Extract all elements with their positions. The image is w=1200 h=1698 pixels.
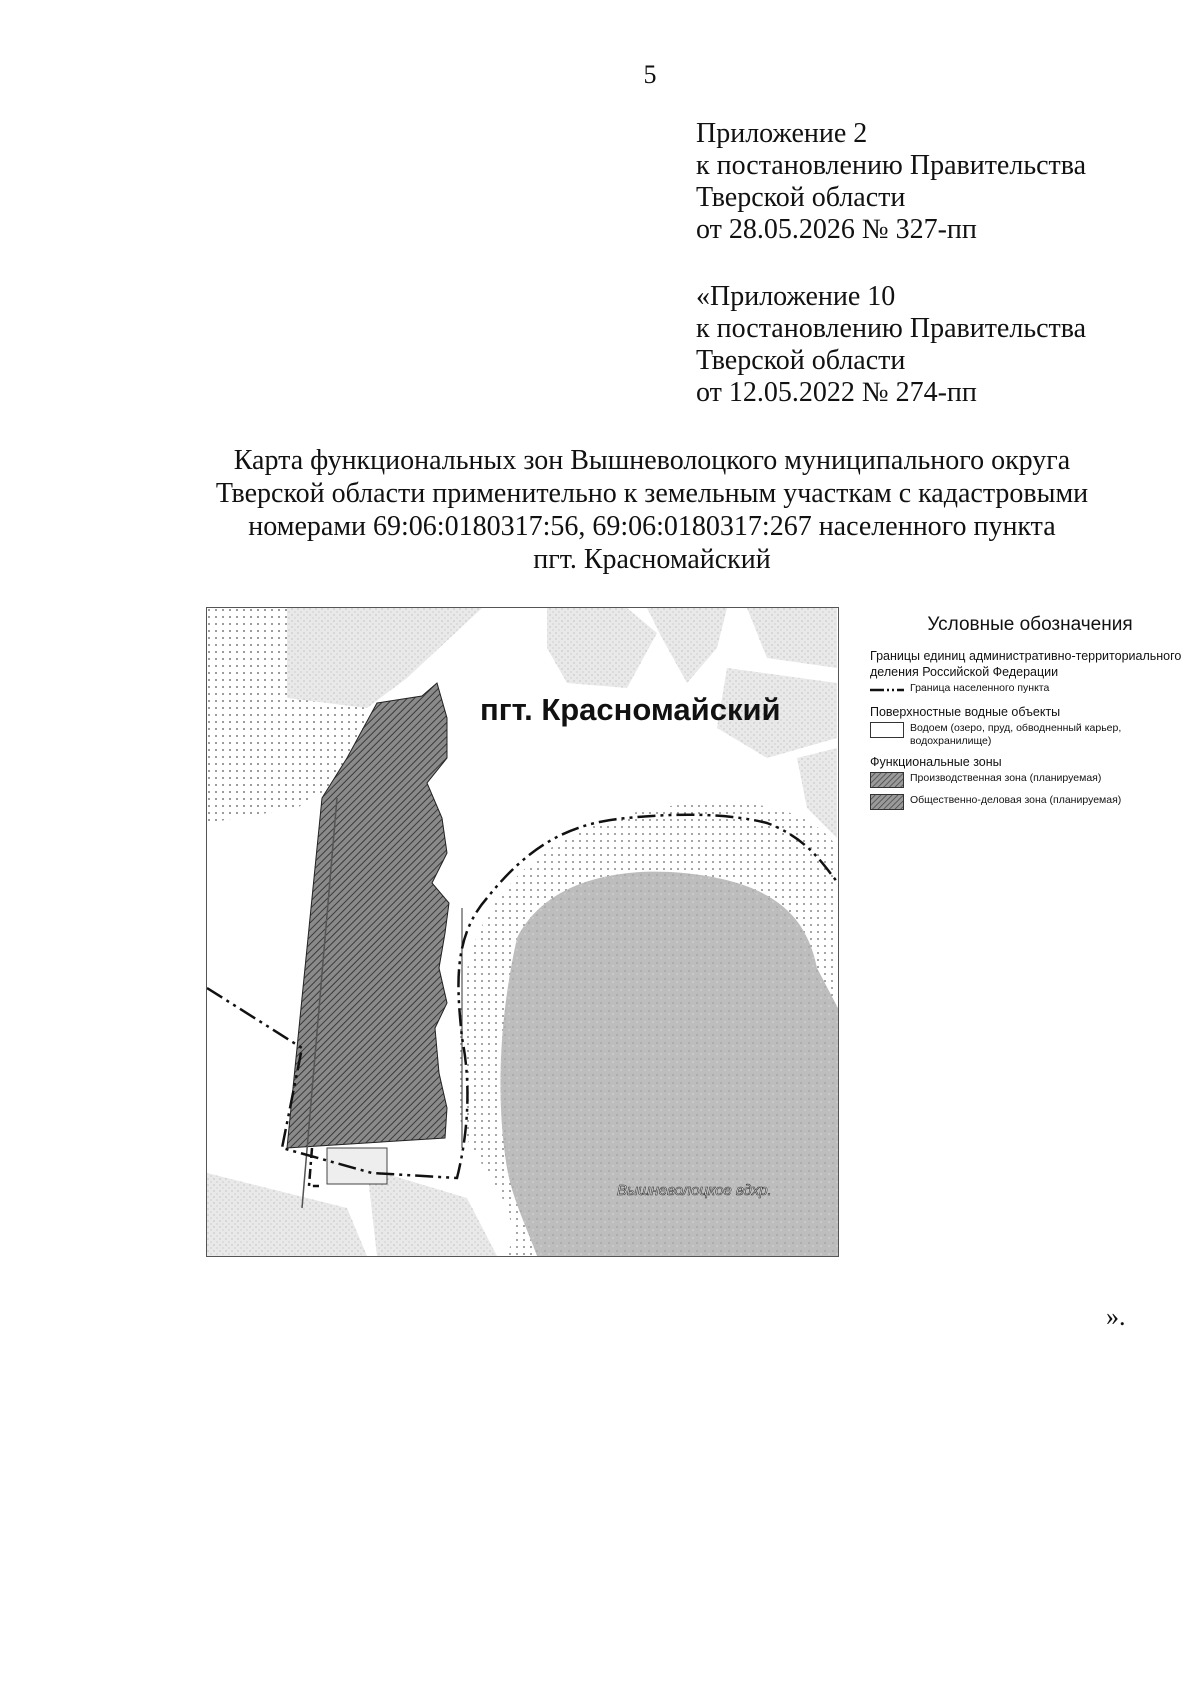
appendix-line: Тверской области [696,345,906,376]
building [327,1148,387,1184]
legend-label: Водоем (озеро, пруд, обводненный карьер, водохранилище) [910,722,1122,747]
map-title-line: Тверской области применительно к земельным участкам с кадастровыми [215,478,1089,509]
map-title [150,444,1154,576]
appendix-current-resolution [696,118,1086,246]
speckled-parcel [647,608,727,683]
speckled-parcel [747,608,837,668]
legend-group-water: Поверхностные водные объекты [870,705,1061,719]
legend-item-settlement-boundary [870,682,1190,698]
legend-heading: Условные обозначения [927,614,1133,635]
legend-item-water-body [870,722,1190,748]
map-title-line: пгт. Красномайский [533,544,771,575]
legend-label: Граница населенного пункта [910,682,1050,694]
speckled-area-north [287,608,482,708]
closing-quote-mark: ». [1106,1302,1126,1331]
appendix-line: Тверской области [696,182,906,213]
legend-item-business-zone [870,794,1190,810]
map-canvas [207,608,838,1256]
map-legend [870,614,1190,816]
hatched-swatch-icon [870,794,904,810]
legend-label: Производственная зона (планируемая) [910,772,1102,784]
appendix-line: от 28.05.2026 № 327-пп [696,214,977,245]
legend-label: Общественно-деловая зона (планируемая) [910,794,1122,806]
reservoir-map-label: Вышневолоцкое вдхр. [617,1182,772,1199]
appendix-line: от 12.05.2022 № 274-пп [696,377,977,408]
appendix-line: Приложение 2 [696,118,868,149]
appendix-line: «Приложение 10 [696,281,896,312]
appendix-line: к постановлению Правительства [696,150,1087,181]
town-map-label: пгт. Красномайский [480,692,781,727]
appendix-line: к постановлению Правительства [696,313,1087,344]
legend-item-industrial-zone [870,772,1190,788]
map-title-line: номерами 69:06:0180317:56, 69:06:0180317:267 населенного пункта [248,511,1056,542]
settlement-boundary [309,1148,319,1186]
appendix-amended-resolution [696,281,1086,409]
dash-dot-line-icon [870,682,904,698]
map-title-line: Карта функциональных зон Вышневолоцкого муниципального округа [233,445,1071,476]
hatched-swatch-icon [870,772,904,788]
legend-group-zones: Функциональные зоны [870,755,1002,769]
water-swatch-icon [870,722,904,738]
legend-group-admin: Границы единиц административно-территориального деления Российской Федерации [870,649,1182,679]
speckled-parcel [547,608,657,688]
functional-zones-map [206,607,839,1257]
page-number: 5 [643,60,657,89]
speckled-area-southwest [207,1173,367,1256]
